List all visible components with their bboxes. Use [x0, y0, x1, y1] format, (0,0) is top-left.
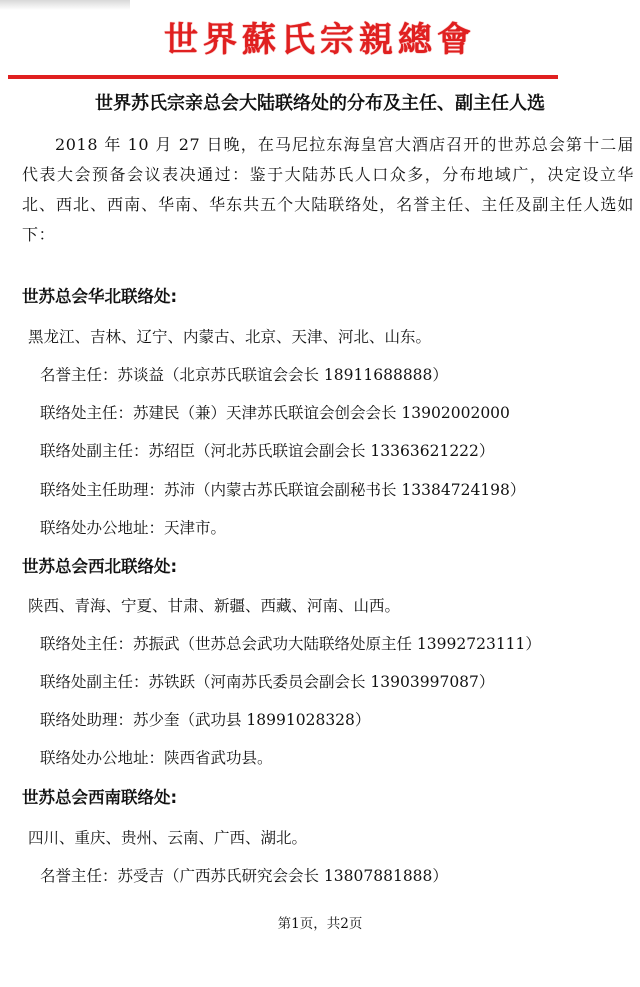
- entry-line: 联络处副主任：苏铁跃（河南苏氏委员会副会长 13903997087）: [40, 673, 495, 691]
- masthead: 世界蘇氏宗親總會: [164, 20, 476, 60]
- entry-line: 联络处助理：苏少奎（武功县 18991028328）: [40, 711, 371, 729]
- section-provinces-huabei: 黑龙江、吉林、辽宁、内蒙古、北京、天津、河北、山东。: [28, 328, 432, 346]
- section-heading-xinan: 世苏总会西南联络处:: [22, 788, 178, 807]
- intro-paragraph: 2018 年 10 月 27 日晚，在马尼拉东海皇宫大酒店召开的世苏总会第十二届代表大会预备会议表决通过：鉴于大陆苏氏人口众多，分布地域广，决定设立华北、西北、西南、华南、华东共五个大陆联络处，名誉主任、主任及副主任人选如下：: [22, 135, 634, 244]
- entry-line: 联络处主任：苏振武（世苏总会武功大陆联络处原主任 13992723111）: [40, 635, 541, 653]
- masthead-rule: [8, 75, 558, 79]
- entry-line: 联络处办公地址：陕西省武功县。: [40, 749, 273, 767]
- section-heading-xibei: 世苏总会西北联络处:: [22, 557, 178, 576]
- page-footer: 第1页，共2页: [277, 916, 363, 932]
- entry-line: 联络处主任助理：苏沛（内蒙古苏氏联谊会副秘书长 13384724198）: [40, 481, 526, 499]
- document-title: 世界苏氏宗亲总会大陆联络处的分布及主任、副主任人选: [95, 93, 545, 114]
- entry-line: 联络处副主任：苏绍臣（河北苏氏联谊会副会长 13363621222）: [40, 442, 495, 460]
- entry-line: 联络处主任：苏建民（兼）天津苏氏联谊会创会会长 13902002000: [40, 404, 510, 422]
- entry-line: 名誉主任：苏谈益（北京苏氏联谊会会长 18911688888）: [40, 366, 448, 384]
- scan-shadow: [0, 0, 130, 10]
- section-heading-huabei: 世苏总会华北联络处:: [22, 287, 178, 306]
- entry-line: 名誉主任：苏受吉（广西苏氏研究会会长 13807881888）: [40, 867, 448, 885]
- section-provinces-xibei: 陕西、青海、宁夏、甘肃、新疆、西藏、河南、山西。: [28, 597, 401, 615]
- section-provinces-xinan: 四川、重庆、贵州、云南、广西、湖北。: [28, 829, 308, 847]
- entry-line: 联络处办公地址：天津市。: [40, 519, 227, 537]
